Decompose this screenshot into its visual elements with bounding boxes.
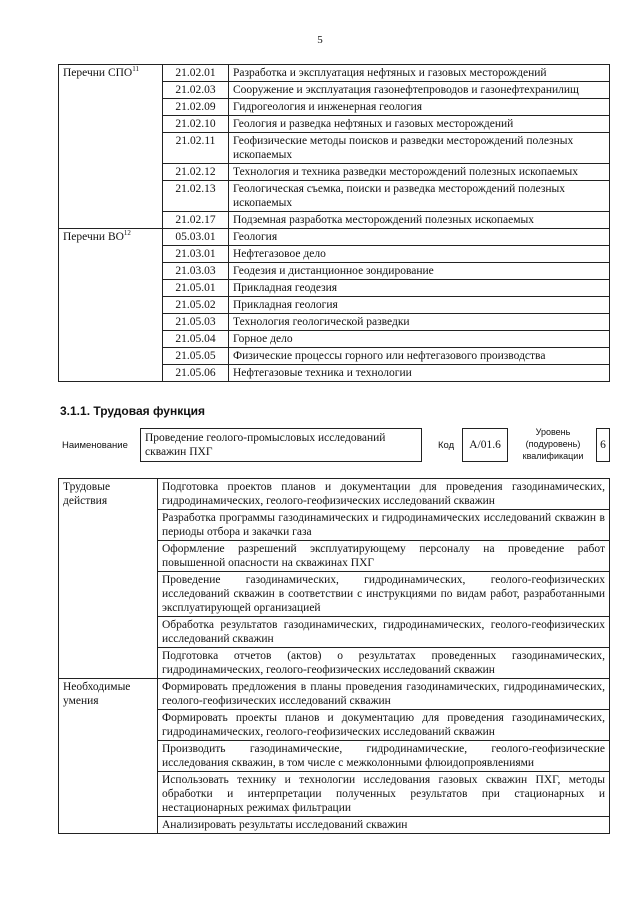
action-item: Обработка результатов газодинамических, гидродинамических, геолого-геофизических исследований скважин [158, 617, 610, 648]
spec-title: Геология [229, 229, 610, 246]
action-item: Оформление разрешений эксплуатирующему персоналу на проведение работ повышенной опасности на скважинах ПХГ [158, 541, 610, 572]
spec-title: Геофизические методы поисков и разведки месторождений полезных ископаемых [229, 133, 610, 164]
spec-code: 21.05.03 [163, 314, 229, 331]
footnote-ref: 12 [123, 229, 131, 238]
spec-code: 21.02.10 [163, 116, 229, 133]
qualification-level-field: 6 [596, 428, 610, 462]
labor-actions-table [58, 478, 610, 834]
spec-title: Сооружение и эксплуатация газонефтепроводов и газонефтехранилищ [229, 82, 610, 99]
spec-code: 21.03.01 [163, 246, 229, 263]
spec-title: Геология и разведка нефтяных и газовых месторождений [229, 116, 610, 133]
spec-code: 05.03.01 [163, 229, 229, 246]
spec-title: Нефтегазовые техника и технологии [229, 365, 610, 382]
spec-title: Физические процессы горного или нефтегазового производства [229, 348, 610, 365]
skill-item: Анализировать результаты исследований скважин [158, 817, 610, 834]
footnote-ref: 11 [132, 65, 139, 74]
function-code-field: А/01.6 [462, 428, 508, 462]
spec-code: 21.05.05 [163, 348, 229, 365]
spec-title: Горное дело [229, 331, 610, 348]
spec-code: 21.02.17 [163, 212, 229, 229]
spec-title: Нефтегазовое дело [229, 246, 610, 263]
spec-code: 21.02.13 [163, 181, 229, 212]
spec-code: 21.02.01 [163, 65, 229, 82]
spec-title: Геодезия и дистанционное зондирование [229, 263, 610, 280]
skill-item: Формировать проекты планов и документацию для проведения газодинамических, гидродинамических, геолого-геофизических исследований скважин [158, 710, 610, 741]
spec-code: 21.02.03 [163, 82, 229, 99]
group-label-actions: Трудовые действия [59, 479, 158, 679]
group-label-vo: Перечни ВО$^{12}$ [59, 229, 163, 382]
spec-code: 21.05.01 [163, 280, 229, 297]
spec-code: 21.02.12 [163, 164, 229, 181]
labor-function-header [58, 422, 610, 470]
name-label: Наименование [62, 440, 128, 451]
function-name-field: Проведение геолого-промысловых исследований скважин ПХГ [140, 428, 422, 462]
skill-item: Производить газодинамические, гидродинамические, геолого-геофизические исследования скважин, в том числе с межколонными флюидопроявлениями [158, 741, 610, 772]
group-label-spo: Перечни СПО$^{11}$ [59, 65, 163, 229]
spec-code: 21.02.11 [163, 133, 229, 164]
spec-code: 21.05.04 [163, 331, 229, 348]
skill-item: Формировать предложения в планы проведения газодинамических, гидродинамических, геолого-геофизических исследований скважин [158, 679, 610, 710]
page-number: 5 [317, 34, 323, 46]
action-item: Подготовка отчетов (актов) о результатах проведенных газодинамических, гидродинамических, геолого-геофизических исследований скважин [158, 648, 610, 679]
spec-code: 21.02.09 [163, 99, 229, 116]
spec-title: Гидрогеология и инженерная геология [229, 99, 610, 116]
spec-title: Подземная разработка месторождений полезных ископаемых [229, 212, 610, 229]
spec-code: 21.03.03 [163, 263, 229, 280]
table-row [59, 65, 610, 82]
spec-code: 21.05.02 [163, 297, 229, 314]
action-item: Разработка программы газодинамических и гидродинамических исследований скважин в периоды отбора и закачки газа [158, 510, 610, 541]
spec-title: Разработка и эксплуатация нефтяных и газовых месторождений [229, 65, 610, 82]
skill-item: Использовать технику и технологии исследования газовых скважин ПХГ, методы обработки и интерпретации полученных результатов при стационарных и нестационарных режимах фильтрации [158, 772, 610, 817]
section-title: 3.1.1. Трудовая функция [60, 404, 205, 418]
qualification-level-label: Уровень (подуровень) квалификации [522, 427, 584, 461]
table-row [59, 229, 610, 246]
table-row [59, 479, 610, 510]
action-item: Подготовка проектов планов и документации для проведения газодинамических, гидродинамических, геолого-геофизических исследований скважин [158, 479, 610, 510]
group-label-skills: Необходимые умения [59, 679, 158, 834]
spec-code: 21.05.06 [163, 365, 229, 382]
education-codes-table [58, 64, 610, 382]
spec-title: Прикладная геодезия [229, 280, 610, 297]
action-item: Проведение газодинамических, гидродинамических, геолого-геофизических исследований скважин в соответствии с инструкциями по видам работ, разработанными эксплуатирующей организацией [158, 572, 610, 617]
spec-title: Геологическая съемка, поиски и разведка месторождений полезных ископаемых [229, 181, 610, 212]
code-label: Код [438, 440, 455, 451]
spec-title: Технология геологической разведки [229, 314, 610, 331]
spec-title: Технология и техника разведки месторождений полезных ископаемых [229, 164, 610, 181]
spec-title: Прикладная геология [229, 297, 610, 314]
table-row [59, 679, 610, 710]
